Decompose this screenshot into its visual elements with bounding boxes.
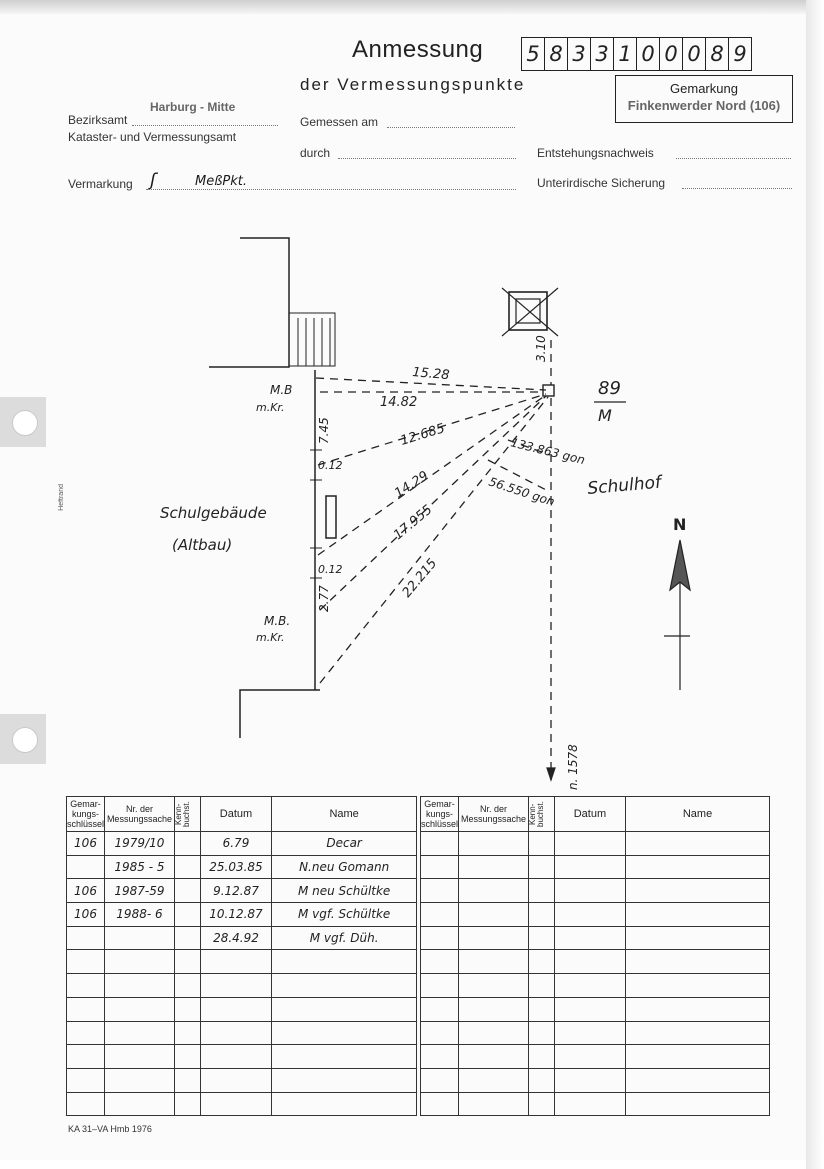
label-22-215: 22.215 [399,556,441,601]
amt-label: Kataster- und Vermessungsamt [68,130,237,144]
cell-datum: 28.4.92 [200,926,272,950]
side-label: Heftrand [58,484,65,511]
table-row [67,1045,417,1069]
table-row [67,879,417,903]
cell-nr: 1988- 6 [105,903,175,927]
vermarkung-label: Vermarkung [68,177,133,191]
header-kennbuchst: Kenn-buchst. [528,797,554,832]
table-row [67,926,417,950]
cell-nr: 1985 - 5 [105,855,175,879]
label-angle-2: 56.550 gon [487,474,557,509]
table-row [421,855,770,879]
table-row [421,1092,770,1116]
table-row [421,903,770,927]
cell-name: N.neu Gomann [272,855,417,879]
label-schulhof: Schulhof [586,472,662,499]
cell-name: M vgf. Düh. [272,926,417,950]
label-mb-bottom: M.B. [264,614,291,628]
cell-kennbuchst [174,855,200,879]
table-row [421,997,770,1021]
table-row [67,832,417,856]
header-datum: Datum [200,797,272,832]
digit: 0 [660,38,683,70]
label-mb-top: M.B [270,383,293,397]
arrow-south [547,768,555,780]
sicherung-label: Unterirdische Sicherung [537,176,666,190]
header-nr: Nr. der Messungssache [105,797,175,832]
label-point-mark: M [598,406,612,425]
table-row [67,974,417,998]
cell-name: M neu Schültke [272,879,417,903]
digit: 0 [683,38,706,70]
header-name: Name [272,797,417,832]
label-direction: n. 1578 [566,744,580,790]
label-12-685: 12.685 [398,421,447,449]
entstehung-label: Entstehungsnachweis [537,146,654,160]
steps [289,313,335,366]
table-row [421,1068,770,1092]
gemessen-label: Gemessen am [300,115,379,129]
cell-gemarkung [67,855,105,879]
wall-recess [326,496,336,538]
label-0-12b: 0.12 [318,563,343,576]
label-3-10: 3.10 [534,335,548,362]
label-2-77: 2.77 [317,585,331,612]
label-17-955: 17.955 [390,502,436,544]
cell-datum: 10.12.87 [200,903,272,927]
digit: 1 [614,38,637,70]
table-row [421,950,770,974]
digit: 0 [637,38,660,70]
table-row [421,974,770,998]
building-lower-outline [240,690,320,738]
header-gemarkung: Gemar-kungs-schlüssel [421,797,459,832]
table-row [67,1021,417,1045]
digit: 8 [706,38,729,70]
label-mkr-bottom: m.Kr. [256,631,285,644]
header-datum: Datum [554,797,625,832]
form-title: Anmessung [352,36,484,63]
digit: 8 [545,38,568,70]
register-table-left [66,796,417,1116]
cell-gemarkung: 106 [67,903,105,927]
header-gemarkung: Gemar-kungs-schlüssel [67,797,105,832]
label-angle-1: 133.863 gon [509,435,587,468]
table-row [421,1021,770,1045]
bezirksamt-value: Harburg - Mitte [150,100,236,114]
digit: 9 [733,42,747,66]
table-row [421,1045,770,1069]
table-row [67,950,417,974]
line-14-29 [318,395,546,555]
header-nr: Nr. der Messungssache [459,797,529,832]
digit: 3 [591,38,614,70]
cell-gemarkung [67,926,105,950]
cell-name: M vgf. Schültke [272,903,417,927]
table-row [421,879,770,903]
table-row [421,832,770,856]
form-subtitle: der Vermessungspunkte [300,75,526,94]
cell-name: Decar [272,832,417,856]
vermarkung-symbol: ʃ [150,170,157,191]
digit: 3 [568,38,591,70]
label-0-12a: 0.12 [318,459,343,472]
form-footer: KA 31–VA Hmb 1976 [68,1124,152,1134]
digit: 5 [522,38,545,70]
table-row [67,1068,417,1092]
cell-gemarkung: 106 [67,832,105,856]
cell-nr: 1987-59 [105,879,175,903]
cell-datum: 6.79 [200,832,272,856]
label-point-no: 89 [598,378,621,399]
table-row [421,926,770,950]
durch-label: durch [300,146,331,160]
gemarkung-label: Gemarkung [670,81,738,96]
cell-kennbuchst [174,879,200,903]
label-15-28: 15.28 [411,365,451,384]
label-building-1: Schulgebäude [160,504,267,522]
gemarkung-value: Finkenwerder Nord (106) [627,98,781,113]
cell-kennbuchst [174,903,200,927]
cell-gemarkung: 106 [67,879,105,903]
cell-datum: 25.03.85 [200,855,272,879]
cell-datum: 9.12.87 [200,879,272,903]
building-upper-outline [209,238,289,367]
label-north: N [673,515,687,534]
table-row [67,997,417,1021]
table-row [67,903,417,927]
vermarkung-value: MeßPkt. [195,174,247,189]
cell-nr: 1979/10 [105,832,175,856]
register-table-right [420,796,770,1116]
table-row [67,1092,417,1116]
cell-kennbuchst [174,832,200,856]
label-14-82: 14.82 [380,395,418,410]
table-row [67,855,417,879]
label-building-2: (Altbau) [172,536,233,554]
cell-nr [105,926,175,950]
header-name: Name [626,797,770,832]
cell-kennbuchst [174,926,200,950]
label-7-45: 7.45 [317,417,331,444]
label-14-29: 14.29 [392,468,432,502]
header-kennbuchst: Kenn-buchst. [174,797,200,832]
label-mkr-top: m.Kr. [256,401,285,414]
bezirksamt-label: Bezirksamt [68,113,128,127]
